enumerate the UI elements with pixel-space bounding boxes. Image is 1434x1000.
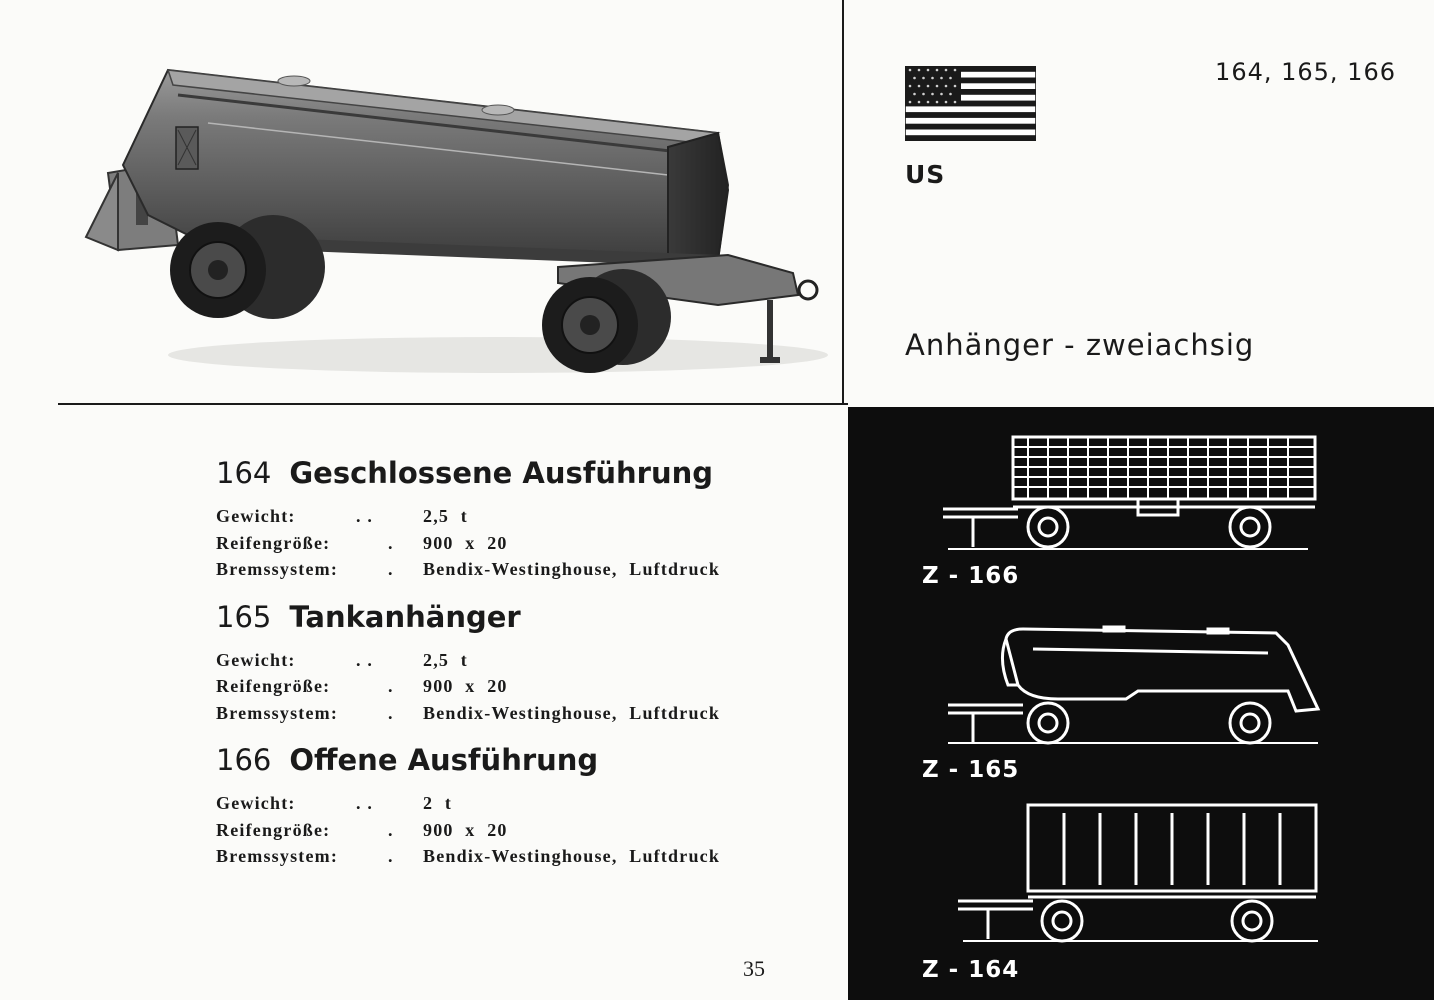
silhouette-panel bbox=[848, 407, 1434, 1000]
model-number: 165 bbox=[216, 599, 272, 634]
horizontal-divider bbox=[58, 403, 848, 405]
spec-value: Bendix-Westinghouse, Luftdruck bbox=[423, 846, 721, 866]
diagram-label-z166: Z - 166 bbox=[922, 563, 1020, 589]
spec-dots: . bbox=[388, 532, 394, 553]
spec-row-brake-system bbox=[216, 846, 816, 873]
spec-dots: . bbox=[388, 846, 394, 866]
spec-label: Reifengröße: bbox=[216, 532, 331, 553]
spec-dots: . bbox=[388, 559, 394, 579]
spec-dots: . . bbox=[356, 649, 374, 670]
spec-row-weight bbox=[216, 506, 816, 533]
model-heading bbox=[216, 743, 816, 793]
spec-label: Bremssystem: bbox=[216, 846, 339, 866]
vertical-divider bbox=[842, 0, 844, 405]
spec-value: 900 x 20 bbox=[423, 819, 508, 840]
spec-dots: . . bbox=[356, 506, 374, 526]
tank-trailer-photo bbox=[78, 55, 830, 385]
model-heading bbox=[216, 456, 816, 506]
spec-row-weight bbox=[216, 650, 816, 677]
spec-dots: . bbox=[388, 702, 394, 723]
model-name: Geschlossene Ausführung bbox=[289, 456, 714, 490]
model-166-section bbox=[216, 743, 816, 873]
spec-label: Bremssystem: bbox=[216, 559, 339, 579]
model-number: 166 bbox=[216, 743, 272, 777]
spec-row-tire-size bbox=[216, 820, 816, 847]
model-164-section bbox=[216, 456, 816, 586]
spec-label: Gewicht: bbox=[216, 649, 296, 670]
model-heading bbox=[216, 600, 816, 650]
spec-value: 2 t bbox=[423, 793, 453, 813]
diagram-label-z165: Z - 165 bbox=[922, 757, 1020, 783]
spec-dots: . . bbox=[356, 793, 374, 813]
model-name: Tankanhänger bbox=[289, 599, 521, 634]
spec-row-tire-size bbox=[216, 676, 816, 703]
spec-value: 2,5 t bbox=[423, 506, 468, 526]
spec-label: Reifengröße: bbox=[216, 819, 331, 840]
spec-value: Bendix-Westinghouse, Luftdruck bbox=[423, 702, 721, 723]
spec-value: 900 x 20 bbox=[423, 676, 508, 696]
us-flag-icon bbox=[905, 66, 1036, 141]
spec-dots: . bbox=[388, 676, 394, 696]
spec-row-weight bbox=[216, 793, 816, 820]
spec-label: Gewicht: bbox=[216, 793, 296, 813]
spec-value: 900 x 20 bbox=[423, 532, 508, 553]
spec-list bbox=[216, 456, 816, 887]
spec-row-tire-size bbox=[216, 533, 816, 560]
spec-value: Bendix-Westinghouse, Luftdruck bbox=[423, 559, 721, 579]
spec-row-brake-system bbox=[216, 703, 816, 730]
model-numbers: 164, 165, 166 bbox=[1215, 58, 1396, 86]
spec-label: Gewicht: bbox=[216, 506, 296, 526]
model-165-section bbox=[216, 600, 816, 730]
country-code: US bbox=[905, 160, 946, 189]
spec-row-brake-system bbox=[216, 559, 816, 586]
model-name: Offene Ausführung bbox=[289, 743, 599, 777]
z165-silhouette bbox=[848, 619, 1434, 749]
page-subtitle: Anhänger - zweiachsig bbox=[905, 328, 1255, 362]
diagram-label-z164: Z - 164 bbox=[922, 957, 1020, 983]
spec-label: Reifengröße: bbox=[216, 676, 331, 696]
spec-value: 2,5 t bbox=[423, 649, 468, 670]
spec-label: Bremssystem: bbox=[216, 702, 339, 723]
model-number: 164 bbox=[216, 456, 272, 490]
z166-silhouette bbox=[848, 429, 1434, 559]
z164-silhouette bbox=[848, 799, 1434, 949]
page-number: 35 bbox=[743, 956, 765, 981]
spec-dots: . bbox=[388, 819, 394, 840]
